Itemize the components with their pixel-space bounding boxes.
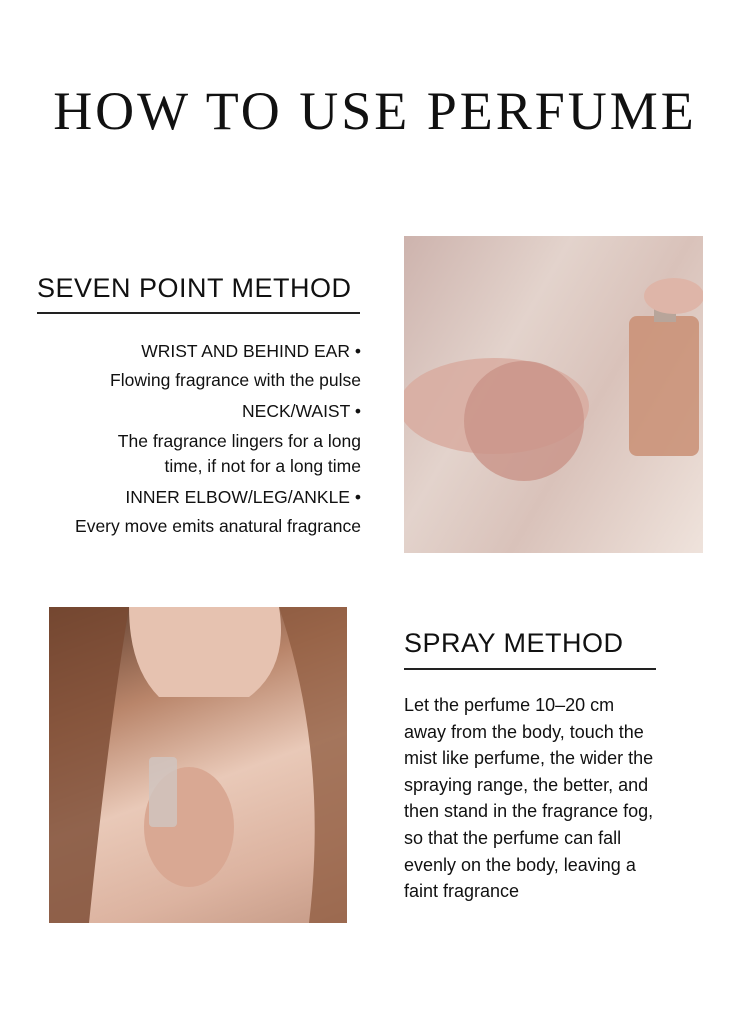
text-line: then stand in the fragrance fog, (404, 801, 654, 822)
heading-underline (37, 312, 360, 314)
point-desc: Flowing fragrance with the pulse (110, 370, 361, 391)
text-line: mist like perfume, the wider the (404, 748, 654, 769)
heading-underline (404, 668, 656, 670)
text-line: so that the perfume can fall (404, 827, 622, 848)
point-label: NECK/WAIST • (242, 401, 361, 422)
point-desc: The fragrance lingers for a long time, if not for a long time (117, 430, 361, 476)
neck-perfume-photo (49, 607, 347, 923)
text-line: faint fragrance (404, 881, 520, 902)
text-line: spraying range, the better, and (404, 774, 649, 795)
text-line: Let the perfume 10–20 cm (404, 695, 615, 715)
text-line: evenly on the body, leaving a (404, 854, 636, 875)
wrist-perfume-photo (404, 236, 703, 553)
seven-point-list (20, 336, 361, 542)
page-title: HOW TO USE PERFUME (53, 81, 697, 141)
spray-method-heading: SPRAY METHOD (404, 628, 624, 658)
point-label: WRIST AND BEHIND EAR • (141, 341, 361, 361)
point-label: INNER ELBOW/LEG/ANKLE • (125, 486, 361, 507)
text-line: away from the body, touch the (404, 721, 644, 742)
seven-point-heading: SEVEN POINT METHOD (37, 273, 352, 303)
spray-method-text (404, 692, 653, 905)
point-desc: Every move emits anatural fragrance (75, 515, 361, 536)
